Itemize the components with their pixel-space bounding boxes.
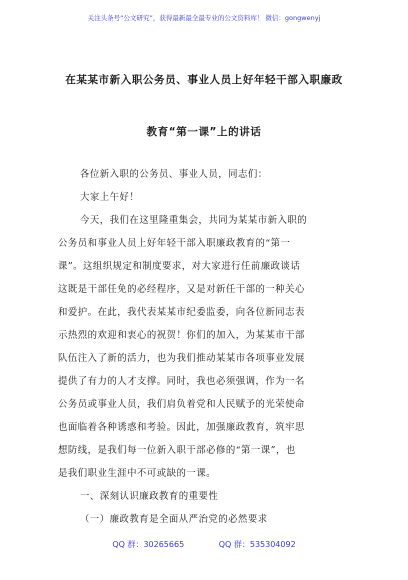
body-line: 公务员或事业人员，我们肩负着党和人民赋予的光荣使命 xyxy=(58,399,305,410)
document-title-line-1: 在某某市新入职公务员、事业人员上好年轻干部入职廉政 xyxy=(65,74,343,86)
footer-qq-group-2: QQ 群：535304092 xyxy=(218,540,296,549)
top-banner: 关注头条号“公文研究”，获得最新最全最专业的公文资料库！ 微信：gongwenyj xyxy=(87,14,321,22)
body-line: 提供了有力的人才支撑。同时，我也必须强调，作为一名 xyxy=(58,376,305,387)
body-line: 想防线，是我们每一位新入职干部必修的“第一课”，也 xyxy=(58,445,296,456)
body-line: 今天，我们在这里隆重集会，共同为某某市新入职的 xyxy=(80,215,308,226)
document-title-line-2: 教育“第一课”上的讲话 xyxy=(146,126,262,138)
body-line: 队伍注入了新的活力，也为我们推动某某市各项事业发展 xyxy=(58,353,305,364)
body-line: 各位新入职的公务员、事业人员，同志们： xyxy=(80,169,268,180)
footer xyxy=(0,539,408,550)
body-line: 是我们职业生涯中不可或缺的一课。 xyxy=(58,468,217,479)
body-line: 和爱护。在此，我代表某某市纪委监委，向各位新同志表 xyxy=(58,307,305,318)
body-line: 公务员和事业人员上好年轻干部入职廉政教育的“第一 xyxy=(58,238,291,249)
body-line: 课”。这组织规定和制度要求，对大家进行任前廉政谈话 xyxy=(58,261,301,272)
footer-qq-group-1: QQ 群：30265665 xyxy=(112,540,185,549)
body-line: 示热烈的欢迎和衷心的祝贺！你们的加入，为某某市干部 xyxy=(58,330,305,341)
body-line: 这既是干部任免的必经程序，又是对新任干部的一种关心 xyxy=(58,284,305,295)
subsection-heading: （一）廉政教育是全面从严治党的必然要求 xyxy=(80,514,268,525)
body-line: 大家上午好！ xyxy=(80,192,140,203)
body-line: 也面临着各种诱惑和考验。因此，加强廉政教育，筑牢思 xyxy=(58,422,305,433)
section-heading: 一、深刻认识廉政教育的重要性 xyxy=(80,491,219,502)
